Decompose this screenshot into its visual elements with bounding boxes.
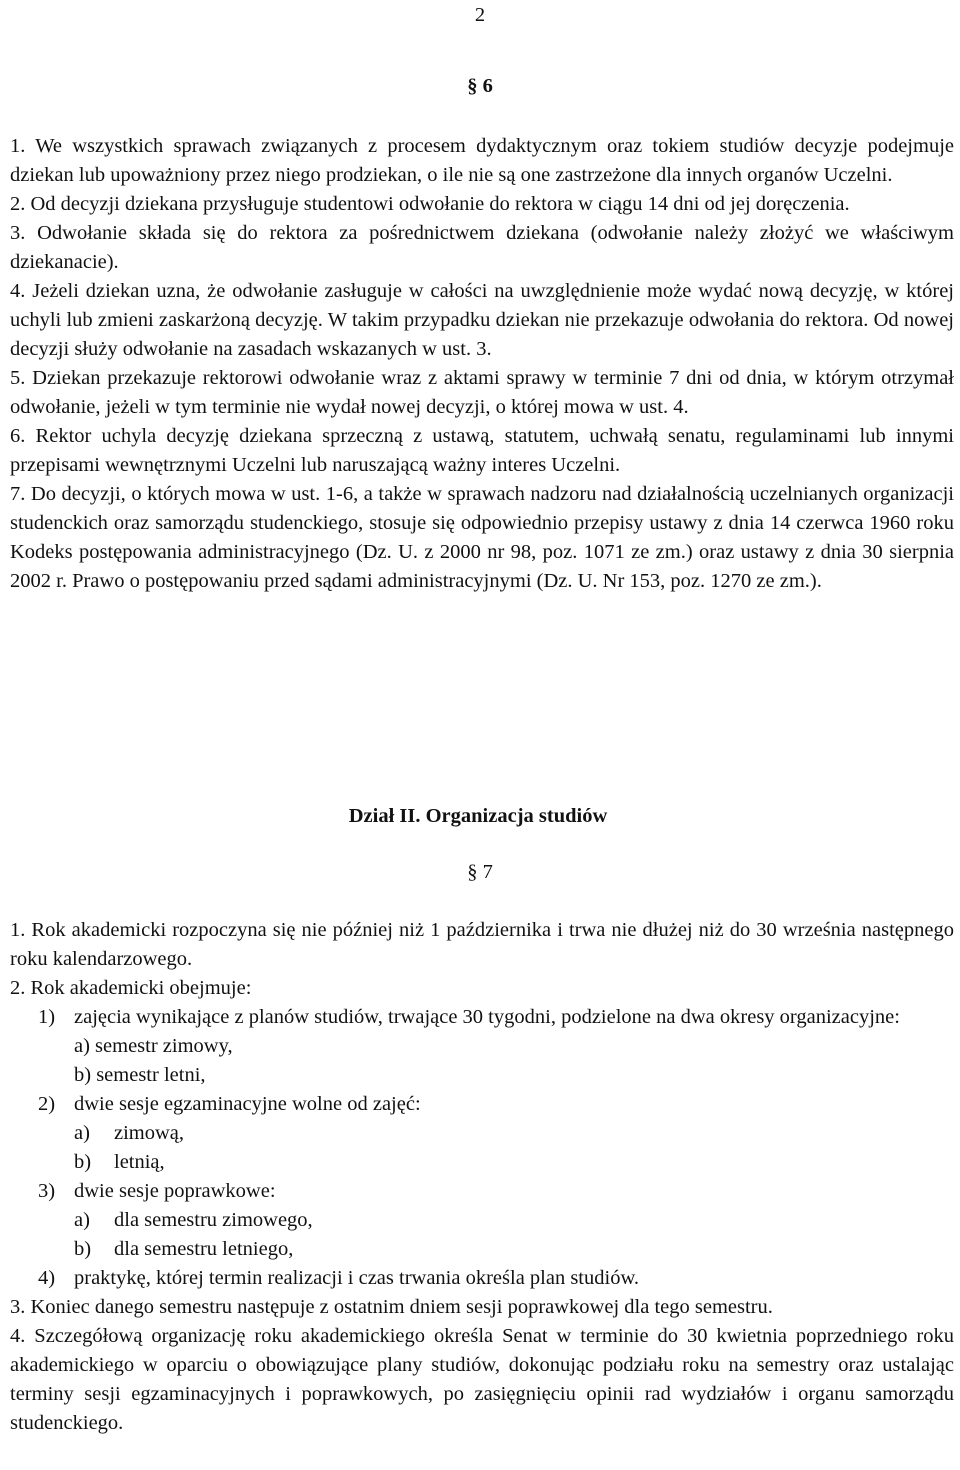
list-letter: b) bbox=[74, 1151, 92, 1173]
list-text: zajęcia wynikające z planów studiów, trwające 30 tygodni, podzielone na dwa okresy organizacyjne: bbox=[74, 1006, 900, 1028]
paragraph: 2. Od decyzji dziekana przysługuje studentowi odwołanie do rektora w ciągu 14 dni od jej doręczenia. bbox=[10, 193, 850, 215]
list-item bbox=[10, 1003, 954, 1032]
section-mark-6: § 6 bbox=[467, 75, 493, 97]
list-item bbox=[10, 1264, 954, 1293]
list-subitem bbox=[10, 1235, 954, 1264]
list-letter: b) bbox=[74, 1238, 92, 1260]
list-number: 1) bbox=[38, 1006, 56, 1028]
section-6-body bbox=[10, 132, 954, 596]
paragraph: 7. Do decyzji, o których mowa w ust. 1-6, a także w sprawach nadzoru nad działalnością uczelnianych organizacji studenckich oraz samorządu studenckiego, stosuje się odpowiednio przepisy ustawy z dnia 14 czerwca 1960 roku Kodeks postępowania administracyjnego (Dz. U. z 2000 nr 98, poz. 1071 ze zm.) oraz ustawy z dnia 30 sierpnia 2002 r. Prawo o postępowaniu przed sądami administracyjnymi (Dz. U. Nr 153, poz. 1270 ze zm.). bbox=[10, 483, 954, 592]
paragraph: 4. Jeżeli dziekan uzna, że odwołanie zasługuje w całości na uwzględnienie może wydać nową decyzję, w której uchyli lub zmieni zaskarżoną decyzję. W takim przypadku dziekan nie przekazuje odwołania do rektora. Od nowej decyzji służy odwołanie na zasadach wskazanych w ust. 3. bbox=[10, 280, 954, 360]
paragraph: 3. Koniec danego semestru następuje z ostatnim dniem sesji poprawkowej dla tego semestru. bbox=[10, 1296, 773, 1318]
page-number: 2 bbox=[474, 4, 486, 26]
list-text: zimową, bbox=[114, 1122, 185, 1144]
list-subitem: b) semestr letni, bbox=[74, 1064, 206, 1086]
list-text: praktykę, której termin realizacji i czas trwania określa plan studiów. bbox=[74, 1267, 640, 1289]
list-subitem bbox=[10, 1206, 954, 1235]
list-text: dla semestru zimowego, bbox=[114, 1209, 313, 1231]
paragraph: 5. Dziekan przekazuje rektorowi odwołanie wraz z aktami sprawy w terminie 7 dni od dnia, w którym otrzymał odwołanie, jeżeli w tym terminie nie wydał nowej decyzji, o której mowa w ust. 4. bbox=[10, 367, 954, 418]
paragraph: 2. Rok akademicki obejmuje: bbox=[10, 977, 252, 999]
chapter-heading: Dział II. Organizacja studiów bbox=[348, 805, 608, 827]
list-subitem bbox=[10, 1148, 954, 1177]
paragraph: 1. Rok akademicki rozpoczyna się nie później niż 1 października i trwa nie dłużej niż do 30 września następnego roku kalendarzowego. bbox=[10, 919, 954, 970]
paragraph: 4. Szczegółową organizację roku akademickiego określa Senat w terminie do 30 kwietnia poprzedniego roku akademickiego w oparciu o obowiązujące plany studiów, dokonując podziału roku na semestry oraz ustalając terminy sesji egzaminacyjnych i poprawkowych, po zasięgnięciu opinii rad wydziałów i organu samorządu studenckiego. bbox=[10, 1325, 954, 1434]
list-number: 2) bbox=[38, 1093, 56, 1115]
list-item bbox=[10, 1090, 954, 1119]
list-letter: a) bbox=[74, 1209, 90, 1231]
list-subitem bbox=[10, 1119, 954, 1148]
paragraph: 1. We wszystkich sprawach związanych z procesem dydaktycznym oraz tokiem studiów decyzje podejmuje dziekan lub upoważniony przez niego prodziekan, o ile nie są one zastrzeżone dla innych organów Uczelni. bbox=[10, 135, 954, 186]
list-item bbox=[10, 1177, 954, 1206]
list-text: dwie sesje egzaminacyjne wolne od zajęć: bbox=[74, 1093, 421, 1115]
section-7-body bbox=[10, 916, 954, 1438]
list-text: letnią, bbox=[114, 1151, 165, 1173]
paragraph: 3. Odwołanie składa się do rektora za pośrednictwem dziekana (odwołanie należy złożyć we właściwym dziekanacie). bbox=[10, 222, 954, 273]
list-number: 3) bbox=[38, 1180, 56, 1202]
section-mark-7: § 7 bbox=[467, 861, 493, 883]
list-subitem: a) semestr zimowy, bbox=[74, 1035, 233, 1057]
list-text: dwie sesje poprawkowe: bbox=[74, 1180, 276, 1202]
list-text: dla semestru letniego, bbox=[114, 1238, 294, 1260]
list-number: 4) bbox=[38, 1267, 56, 1289]
paragraph: 6. Rektor uchyla decyzję dziekana sprzeczną z ustawą, statutem, uchwałą senatu, regulaminami lub innymi przepisami wewnętrznymi Uczelni lub naruszającą ważny interes Uczelni. bbox=[10, 425, 954, 476]
list-letter: a) bbox=[74, 1122, 90, 1144]
